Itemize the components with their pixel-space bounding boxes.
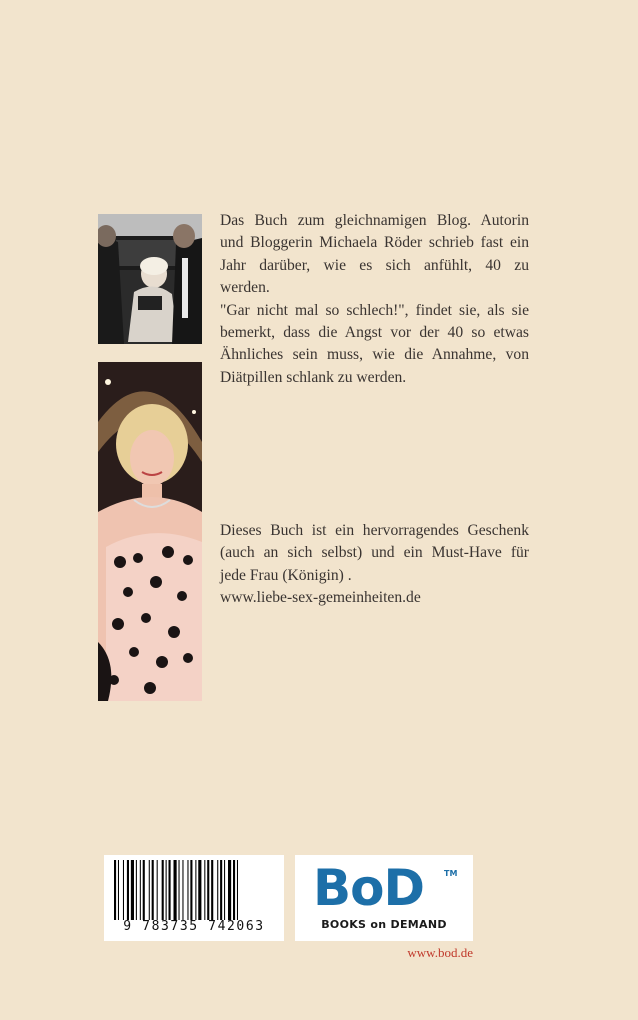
barcode-bar <box>152 860 154 920</box>
barcode-bar <box>190 860 192 920</box>
barcode-bar <box>169 860 171 920</box>
text-line: (auch an sich selbst) und ein Must-Have für <box>220 544 529 562</box>
barcode-bar <box>179 860 180 920</box>
photo-author-portrait <box>98 362 202 701</box>
barcode-bar <box>127 860 129 920</box>
barcode-bar <box>118 860 119 920</box>
blurb-paragraph-3 <box>220 520 529 610</box>
publisher-url: www.bod.de <box>407 945 473 960</box>
barcode-bar <box>204 860 205 920</box>
barcode-bar <box>224 860 225 920</box>
barcode-bar <box>195 860 196 920</box>
barcode-bars <box>114 860 274 920</box>
barcode-bar <box>123 860 124 920</box>
text-line: und Bloggerin Michaela Röder schrieb fast ein <box>220 234 529 252</box>
barcode-bar <box>198 860 201 920</box>
text-line: jede Frau (Königin) . <box>220 566 352 584</box>
barcode-bar <box>140 860 141 920</box>
barcode-bar <box>207 860 209 920</box>
text-line: werden. <box>220 279 270 297</box>
text-line: Das Buch zum gleichnamigen Blog. Autorin <box>220 212 529 229</box>
barcode-bar <box>174 860 177 920</box>
barcode-bar <box>143 860 145 920</box>
barcode-bar <box>114 860 116 920</box>
barcode-bar <box>228 860 231 920</box>
barcode-bar <box>217 860 218 920</box>
barcode-bar <box>136 860 137 920</box>
text-line: Diätpillen schlank zu werden. <box>220 368 407 386</box>
text-line: "Gar nicht mal so schlech!", findet sie, als sie <box>220 301 529 319</box>
barcode-bar <box>131 860 134 920</box>
photo-limousine-arrival <box>98 214 202 344</box>
barcode-bar <box>233 860 235 920</box>
bod-logo-subtitle: BOOKS on DEMAND <box>321 918 447 931</box>
blurb-paragraph-1 <box>220 210 529 300</box>
text-line: Ähnliches sein muss, wie die Annahme, von <box>220 346 529 364</box>
publisher-logo <box>295 855 473 941</box>
barcode-bar <box>166 860 167 920</box>
blurb-paragraph-2 <box>220 300 529 390</box>
bod-logo-word: BoD <box>313 859 424 917</box>
blog-url: www.liebe-sex-gemeinheiten.de <box>220 589 421 607</box>
barcode-bar <box>149 860 150 920</box>
barcode-bar <box>237 860 238 920</box>
text-line: bemerkt, dass die Angst vor der 40 so etwas <box>220 324 529 342</box>
text-line: Jahr darüber, wie es sich anfühlt, 40 zu <box>220 256 529 274</box>
barcode-bar <box>220 860 222 920</box>
barcode-bar <box>162 860 164 920</box>
blurb-gift-note <box>220 520 529 610</box>
trademark-mark: TM <box>444 869 458 878</box>
barcode-bar <box>211 860 213 920</box>
barcode-bar <box>157 860 158 920</box>
isbn-barcode <box>104 855 284 941</box>
isbn-digits: 9 783735 742063 <box>123 919 265 934</box>
barcode-bar <box>187 860 188 920</box>
blurb-intro <box>220 210 529 389</box>
barcode-bar <box>182 860 183 920</box>
text-line: Dieses Buch ist ein hervorragendes Geschenk <box>220 522 529 539</box>
